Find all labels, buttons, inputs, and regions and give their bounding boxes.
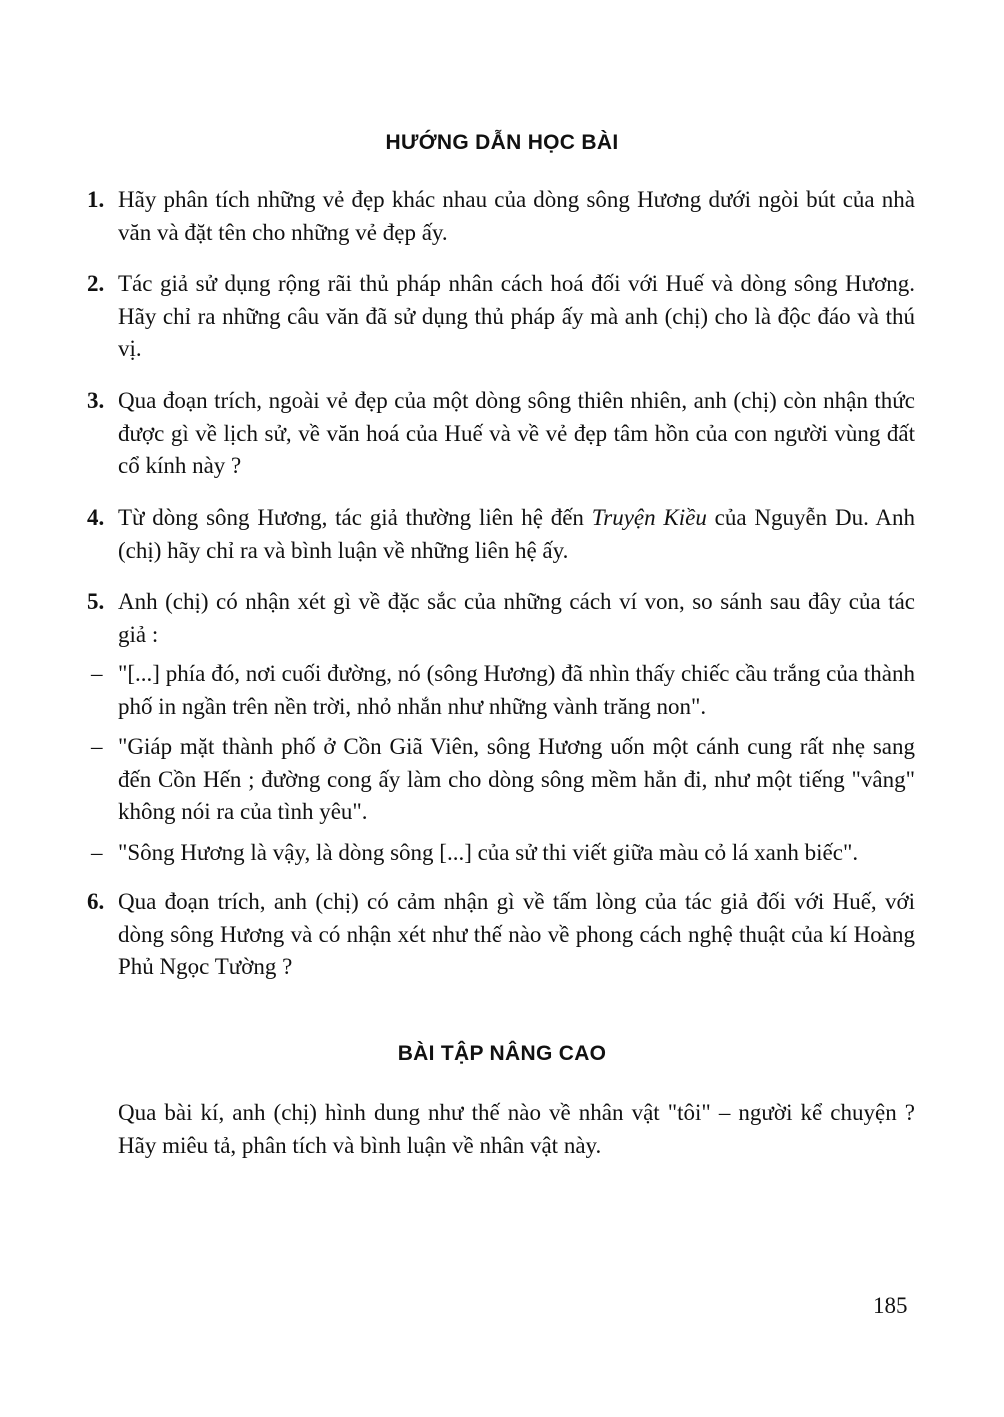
dash-bullet: – [91,661,103,686]
quote-text: "Giáp mặt thành phố ở Cồn Giã Viên, sông Hương uốn một cánh cung rất nhẹ sang đến Cồn Hến ; đường cong ấy làm cho dòng sông mềm hẳn đi, như một tiếng "vâng" không nói ra của tình yêu". [118,734,915,824]
question-2 [87,268,915,366]
question-text-part: của Nguyễn Du. Anh (chị) hãy chỉ ra và bình luận về những liên hệ ấy. [118,505,915,563]
dash-bullet: – [91,840,103,865]
question-text [118,502,915,567]
question-text: Tác giả sử dụng rộng rãi thủ pháp nhân cách hoá đối với Huế và dòng sông Hương. Hãy chỉ ra những câu văn đã sử dụng thủ pháp ấy mà anh (chị) cho là độc đáo và thú vị. [118,271,915,361]
advanced-exercise-text: Qua bài kí, anh (chị) hình dung như thế nào về nhân vật "tôi" – người kể chuyện ? Hãy miêu tả, phân tích và bình luận về nhân vật này. [118,1100,915,1158]
quote-text: "Sông Hương là vậy, là dòng sông [...] của sử thi viết giữa màu cỏ lá xanh biếc". [118,840,859,865]
question-1 [87,184,915,249]
question-number: 3. [87,388,105,413]
quote-item-2 [87,731,915,829]
question-number: 4. [87,505,105,530]
section-heading-advanced-exercise: BÀI TẬP NÂNG CAO [397,1042,607,1065]
question-text: Hãy phân tích những vẻ đẹp khác nhau của dòng sông Hương dưới ngòi bút của nhà văn và đặt tên cho những vẻ đẹp ấy. [118,187,915,245]
question-4 [87,502,915,567]
question-text-part: Từ dòng sông Hương, tác giả thường liên hệ đến [118,505,592,530]
question-6 [87,886,915,984]
page-number: 185 [873,1293,908,1318]
quote-item-3 [87,837,915,870]
question-5 [87,586,915,651]
work-title-italic: Truyện Kiều [591,505,707,530]
question-number: 2. [87,271,105,296]
quote-item-1 [87,658,915,723]
question-text: Anh (chị) có nhận xét gì về đặc sắc của những cách ví von, so sánh sau đây của tác giả : [118,589,915,647]
question-number: 5. [87,589,105,614]
question-text: Qua đoạn trích, ngoài vẻ đẹp của một dòng sông thiên nhiên, anh (chị) còn nhận thức được gì về lịch sử, về văn hoá của Huế và về vẻ đẹp tâm hồn của con người vùng đất cổ kính này ? [118,388,915,478]
question-3 [87,385,915,483]
quote-text: "[...] phía đó, nơi cuối đường, nó (sông Hương) đã nhìn thấy chiếc cầu trắng của thành phố in ngần trên nền trời, nhỏ nhắn như những vành trăng non". [118,661,915,719]
question-number: 6. [87,889,105,914]
dash-bullet: – [91,734,103,759]
section-heading-study-guide: HƯỚNG DẪN HỌC BÀI [385,131,619,154]
question-number: 1. [87,187,105,212]
question-text: Qua đoạn trích, anh (chị) có cảm nhận gì về tấm lòng của tác giả đối với Huế, với dòng sông Hương và có nhận xét như thế nào về phong cách nghệ thuật của kí Hoàng Phủ Ngọc Tường ? [118,889,915,979]
